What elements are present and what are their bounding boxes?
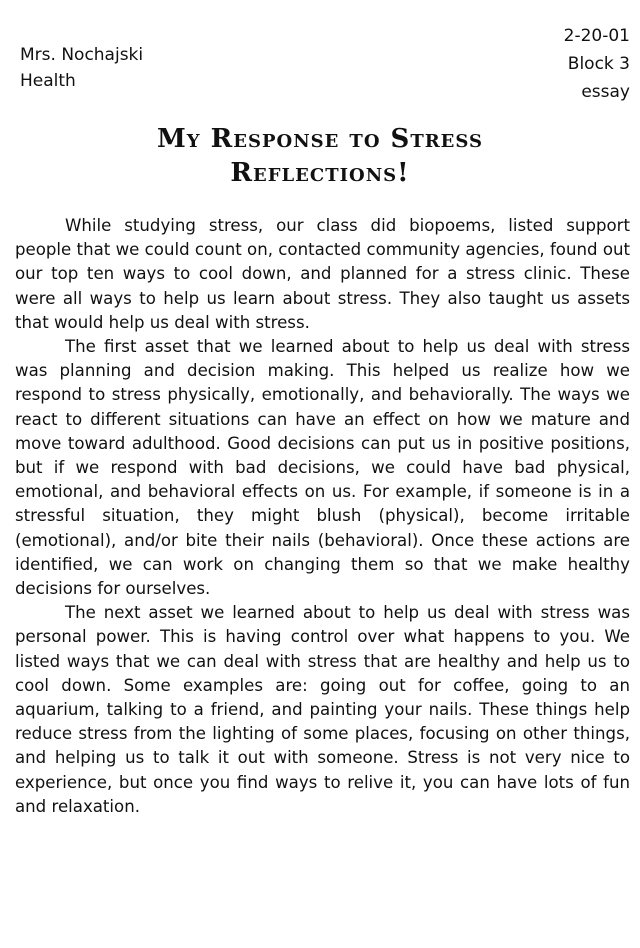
subject-label: Health xyxy=(20,71,76,91)
paragraph-intro: While studying stress, our class did biopoems, listed support people that we could count on, contacted community agencies, found out our top ten ways to cool down, and planned for a stress clinic. These were all ways to help us learn about stress. They also taught us assets that would help us deal with stress. xyxy=(15,216,630,332)
paragraph-decision-making: The first asset that we learned about to help us deal with stress was planning and decision making. This helped us realize how we respond to stress physically, emotionally, and behaviorally. The ways we react to different situations can have an effect on how we mature and move toward adulthood. Good decisions can put us in positive positions, but if we respond with bad decisions, we could have bad physical, emotional, and behavioral effects on us. For example, if someone is in a stressful situation, they might blush (physical), become irritable (emotional), and/or bite their nails (behavioral). Once these actions are identified, we can work on changing them so that we make healthy decisions for ourselves. xyxy=(15,337,630,599)
block-label: Block 3 xyxy=(567,54,630,74)
title-line-2: Reflections! xyxy=(230,158,410,188)
paragraph-personal-power: The next asset we learned about to help us deal with stress was personal power. This is having control over what happens to you. We listed ways that we can deal with stress that are healthy and help us to cool down. Some examples are: going out for coffee, going to an aquarium, talking to a friend, and painting your nails. These things help reduce stress from the lighting of some places, focusing on other things, and helping us to talk it out with someone. Stress is not very nice to experience, but once you find ways to relive it, you can have lots of fun and relaxation. xyxy=(15,603,630,816)
essay-body xyxy=(15,214,630,819)
title-line-1: My Response to Stress xyxy=(156,124,484,154)
header-left xyxy=(20,42,143,94)
document-type-label: essay xyxy=(581,82,630,102)
teacher-name: Mrs. Nochajski xyxy=(20,45,144,65)
date-label: 2-20-01 xyxy=(563,26,630,46)
header-right xyxy=(564,22,630,106)
essay-title xyxy=(70,122,570,190)
